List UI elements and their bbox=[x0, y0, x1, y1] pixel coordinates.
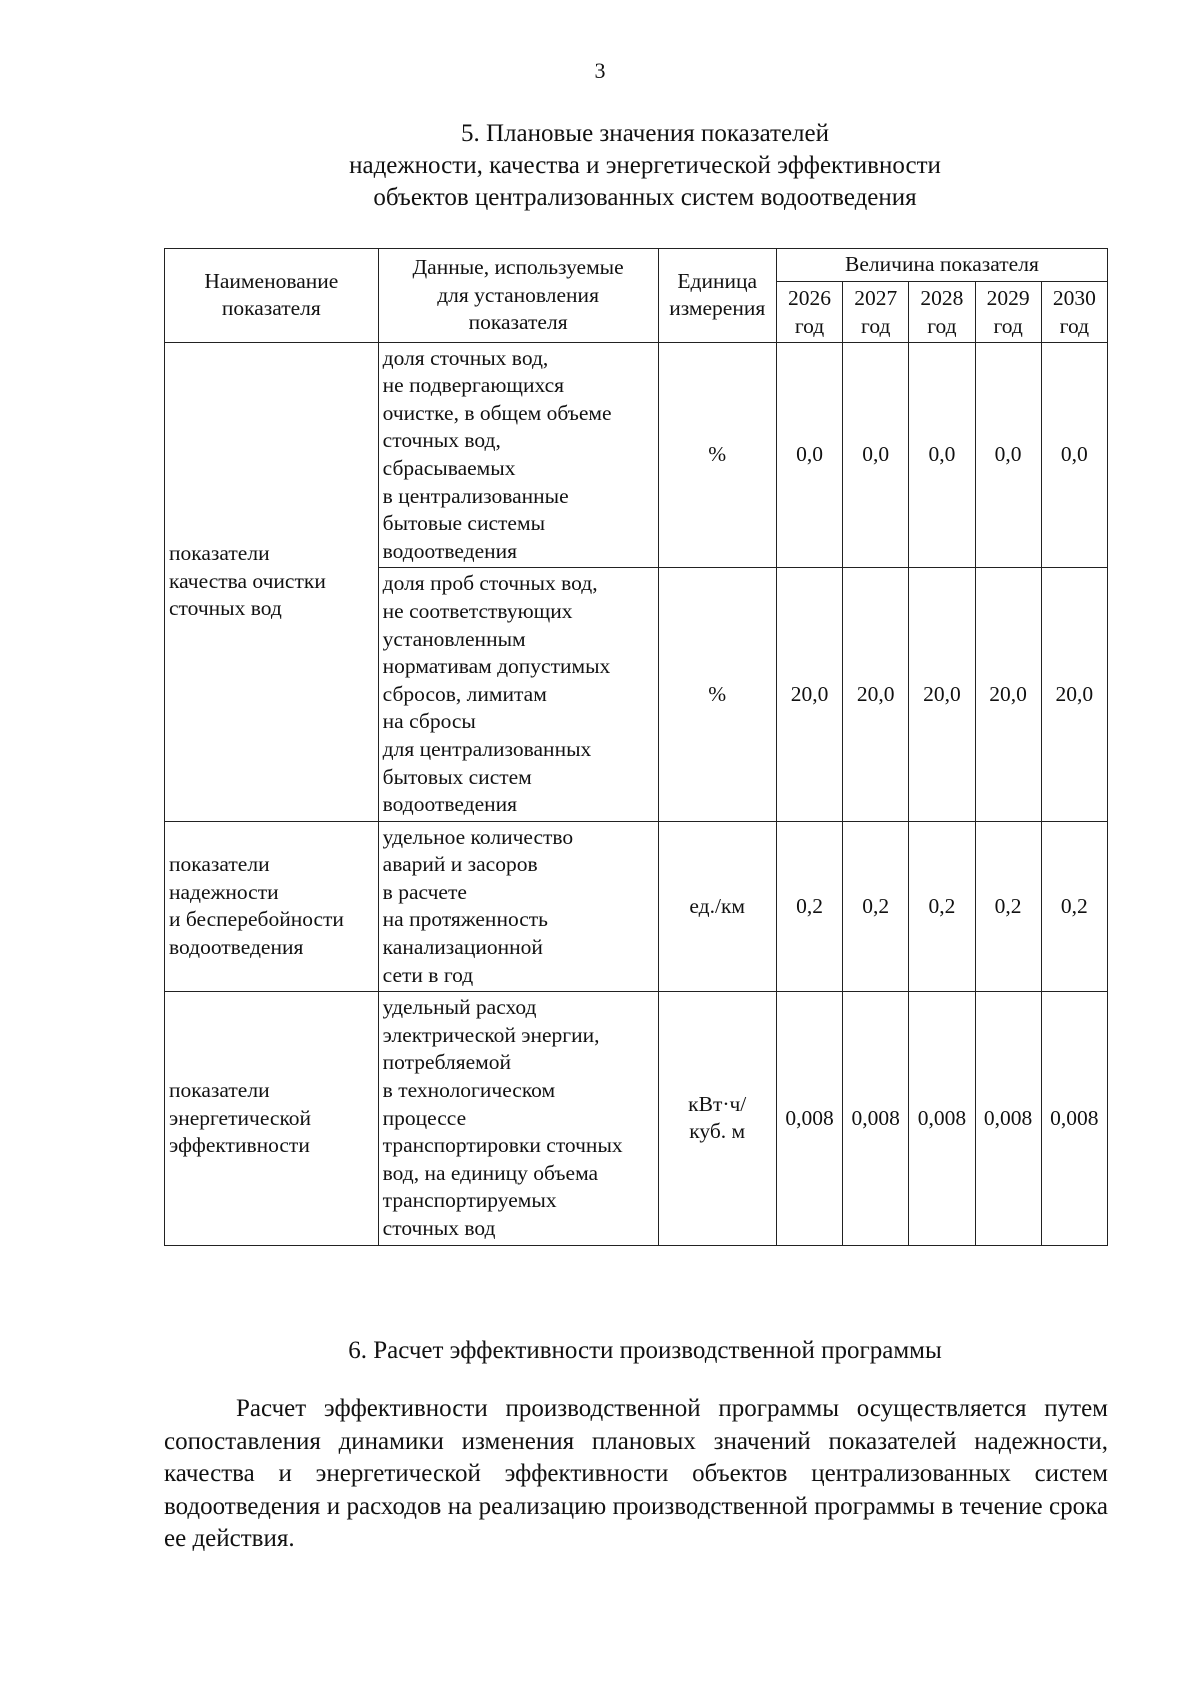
header-unit: Единица измерения bbox=[658, 249, 776, 343]
indicator-group-reliability: показатели надежности и бесперебойности водоотведения bbox=[165, 821, 379, 992]
section-5-title-line-1: 5. Плановые значения показателей bbox=[460, 120, 830, 147]
table-row bbox=[165, 992, 1108, 1245]
value-cell-2030: 20,0 bbox=[1041, 568, 1107, 821]
value-cell-2029: 20,0 bbox=[975, 568, 1041, 821]
value-cell-2029: 0,2 bbox=[975, 821, 1041, 992]
value-cell-2028: 0,0 bbox=[909, 342, 975, 568]
header-indicator-value: Величина показателя bbox=[776, 249, 1107, 282]
header-year-2026: 2026 год bbox=[776, 281, 842, 342]
header-year-2030: 2030 год bbox=[1041, 281, 1107, 342]
value-cell-2028: 0,008 bbox=[909, 992, 975, 1245]
value-cell-2026: 0,008 bbox=[776, 992, 842, 1245]
page-number: 3 bbox=[594, 58, 606, 83]
value-cell-2030: 0,2 bbox=[1041, 821, 1107, 992]
indicator-unit-cell: % bbox=[658, 342, 776, 568]
header-data-used: Данные, используемые для установления показателя bbox=[378, 249, 658, 343]
header-year-2027: 2027 год bbox=[843, 281, 909, 342]
value-cell-2027: 0,2 bbox=[843, 821, 909, 992]
indicator-unit-cell: кВт·ч/ куб. м bbox=[658, 992, 776, 1245]
section-6-paragraph: Расчет эффективности производственной программы осуществляется путем сопоставления динамики изменения плановых значений показателей надежности, качества и энергетической эффективности объектов централизованных систем водоотведения и расходов на реализацию производственной программы в течение срока ее действия. bbox=[164, 1395, 1108, 1552]
value-cell-2029: 0,0 bbox=[975, 342, 1041, 568]
indicator-unit-cell: ед./км bbox=[658, 821, 776, 992]
value-cell-2027: 0,0 bbox=[843, 342, 909, 568]
table-header-row bbox=[165, 249, 1108, 282]
value-cell-2026: 0,2 bbox=[776, 821, 842, 992]
value-cell-2027: 20,0 bbox=[843, 568, 909, 821]
header-indicator-name: Наименование показателя bbox=[165, 249, 379, 343]
value-cell-2028: 0,2 bbox=[909, 821, 975, 992]
value-cell-2029: 0,008 bbox=[975, 992, 1041, 1245]
value-cell-2028: 20,0 bbox=[909, 568, 975, 821]
indicator-data-cell: удельное количество аварий и засоров в расчете на протяженность канализационной сети в год bbox=[378, 821, 658, 992]
value-cell-2030: 0,008 bbox=[1041, 992, 1107, 1245]
header-year-2028: 2028 год bbox=[909, 281, 975, 342]
value-cell-2026: 20,0 bbox=[776, 568, 842, 821]
value-cell-2030: 0,0 bbox=[1041, 342, 1107, 568]
value-cell-2026: 0,0 bbox=[776, 342, 842, 568]
indicator-group-energy-efficiency: показатели энергетической эффективности bbox=[165, 992, 379, 1245]
value-cell-2027: 0,008 bbox=[843, 992, 909, 1245]
table-row bbox=[165, 342, 1108, 568]
indicator-data-cell: доля проб сточных вод, не соответствующих установленным нормативам допустимых сбросов, лимитам на сбросы для централизованных бытовых систем водоотведения bbox=[378, 568, 658, 821]
indicator-unit-cell: % bbox=[658, 568, 776, 821]
section-5-title bbox=[150, 118, 1140, 214]
indicator-data-cell: доля сточных вод, не подвергающихся очистке, в общем объеме сточных вод, сбрасываемых в централизованные бытовые системы водоотведения bbox=[378, 342, 658, 568]
section-6-title: 6. Расчет эффективности производственной программы bbox=[348, 1337, 942, 1364]
table-row bbox=[165, 821, 1108, 992]
indicator-group-treatment-quality: показатели качества очистки сточных вод bbox=[165, 342, 379, 821]
section-5-title-line-2: надежности, качества и энергетической эффективности bbox=[349, 152, 941, 179]
indicators-table bbox=[164, 248, 1108, 1246]
header-year-2029: 2029 год bbox=[975, 281, 1041, 342]
indicator-data-cell: удельный расход электрической энергии, потребляемой в технологическом процессе транспортировки сточных вод, на единицу объема транспортируемых сточных вод bbox=[378, 992, 658, 1245]
section-5-title-line-3: объектов централизованных систем водоотведения bbox=[373, 184, 917, 211]
